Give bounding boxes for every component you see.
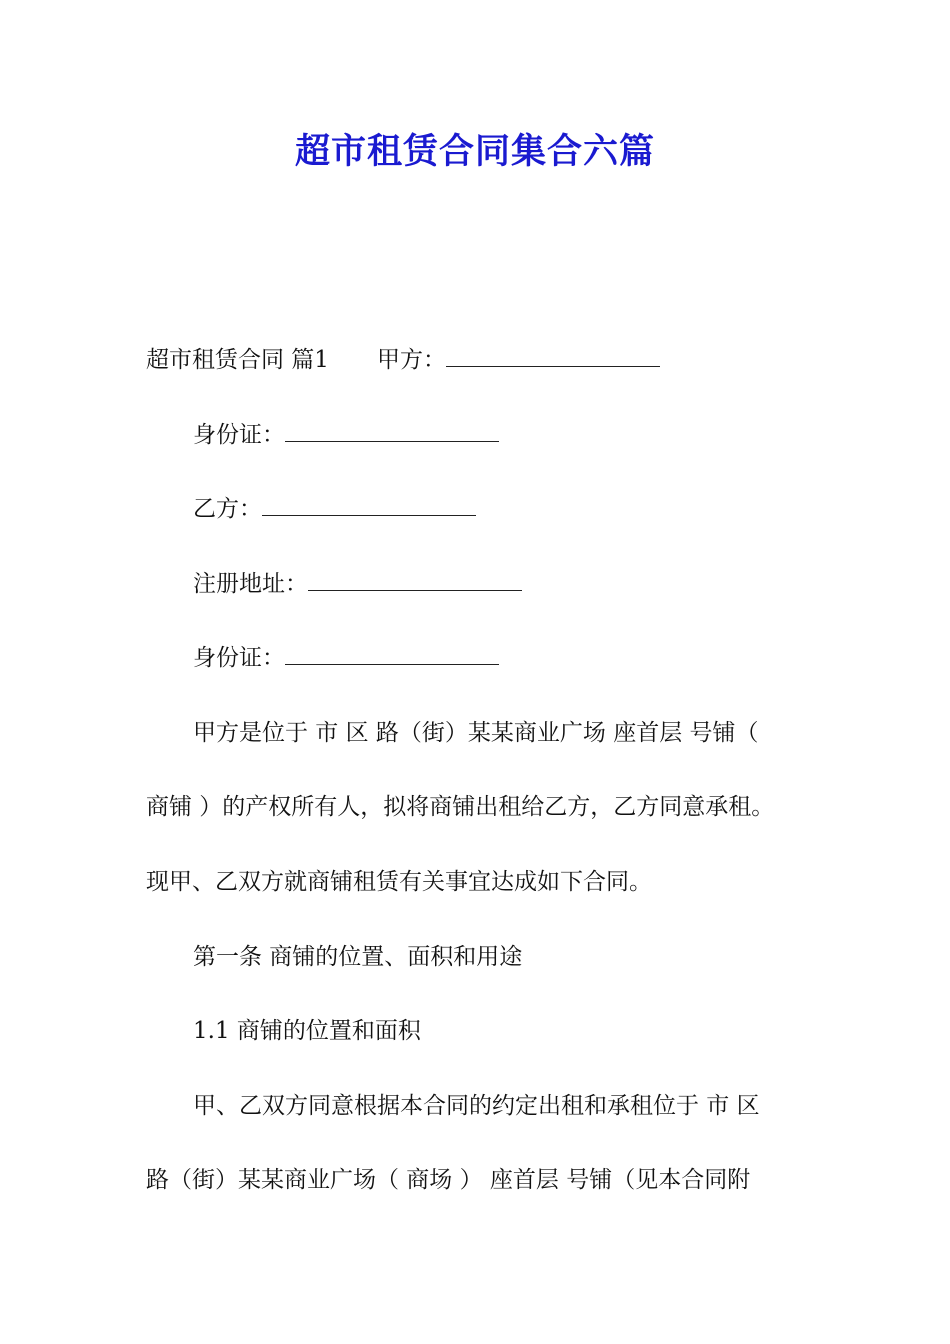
article-1-title: 第一条 商铺的位置、面积和用途 bbox=[193, 944, 523, 970]
id-blank-2 bbox=[285, 642, 499, 665]
para1-line3: 现甲、乙双方就商铺租赁有关事宜达成如下合同。 bbox=[146, 869, 652, 895]
reg-address-label: 注册地址： bbox=[193, 571, 308, 597]
id-blank-1 bbox=[285, 419, 499, 442]
id-line-2 bbox=[193, 642, 810, 674]
heading-party-a-line bbox=[146, 344, 810, 376]
party-b-label: 乙方： bbox=[193, 496, 262, 522]
party-a-blank bbox=[446, 344, 660, 367]
party-a-label: 甲方： bbox=[376, 347, 446, 373]
party-b-blank bbox=[262, 493, 476, 516]
contract-heading: 超市租赁合同 篇1 bbox=[146, 347, 329, 373]
para1-line2: 商铺 ）的产权所有人，拟将商铺出租给乙方，乙方同意承租。 bbox=[146, 794, 775, 820]
id-line-1 bbox=[193, 419, 810, 451]
id-label-1: 身份证： bbox=[193, 422, 285, 448]
reg-address-blank bbox=[308, 568, 522, 591]
para1-line1: 甲方是位于 市 区 路（街）某某商业广场 座首层 号铺（ bbox=[193, 720, 759, 746]
para2-line2: 路（街）某某商业广场（ 商场 ） 座首层 号铺（见本合同附 bbox=[146, 1167, 751, 1193]
para2-line1: 甲、乙双方同意根据本合同的约定出租和承租位于 市 区 bbox=[193, 1093, 760, 1119]
party-b-line bbox=[193, 493, 810, 525]
document-title: 超市租赁合同集合六篇 bbox=[294, 132, 655, 172]
reg-address-line bbox=[193, 568, 810, 600]
section-1-1: 1.1 商铺的位置和面积 bbox=[193, 1018, 421, 1044]
id-label-2: 身份证： bbox=[193, 645, 285, 671]
